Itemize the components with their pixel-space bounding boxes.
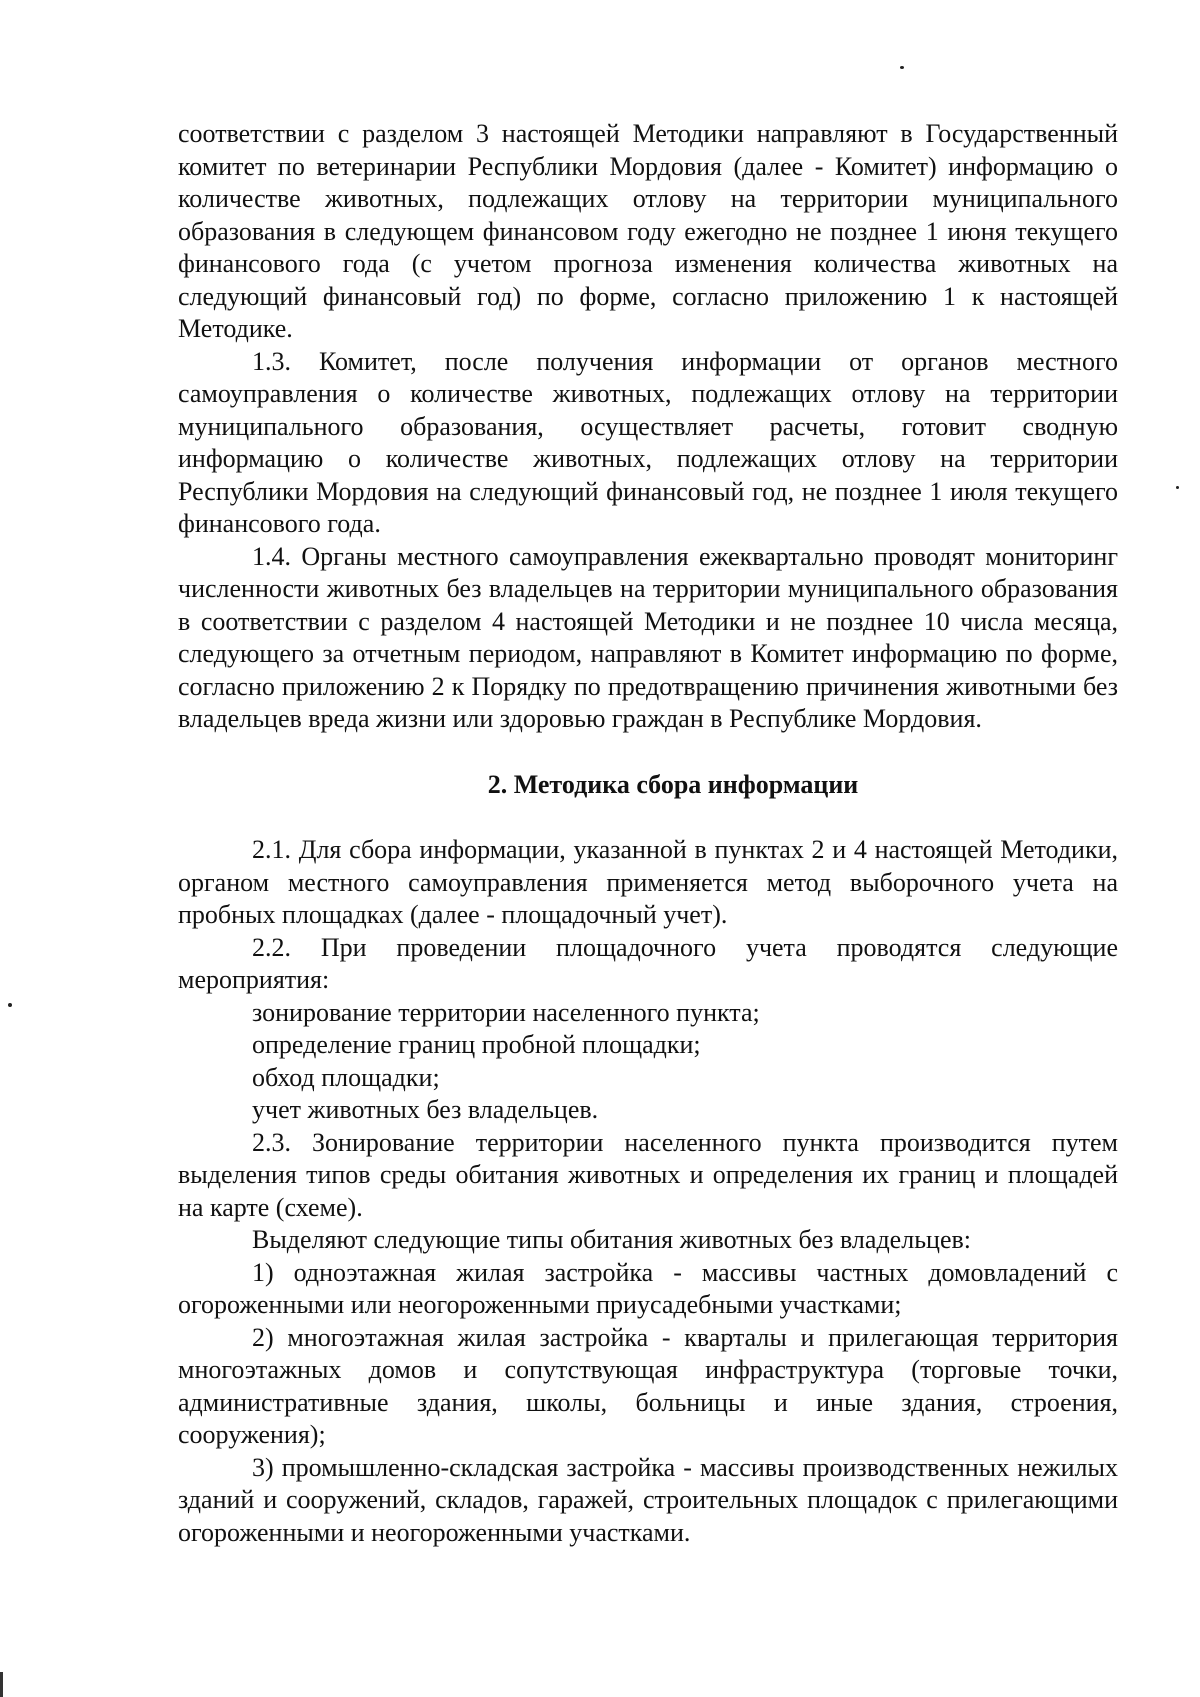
paragraph-1-4: 1.4. Органы местного самоуправления ежеквартально проводят мониторинг численности животных без владельцев на территории муниципального образования в соответствии с разделом 4 настоящей Методики и не позднее 10 числа месяца, следующего за отчетным периодом, направляют в Комитет информацию по форме, согласно приложению 2 к Порядку по предотвращению причинения животными без владельцев вреда жизни или здоровью граждан в Республике Мордовия. bbox=[178, 541, 1118, 733]
document-body bbox=[178, 118, 1118, 1549]
scan-speck bbox=[1176, 486, 1179, 489]
paragraph-continuation: соответствии с разделом 3 настоящей Методики направляют в Государственный комитет по ветеринарии Республики Мордовия (далее - Комитет) информацию о количестве животных, подлежащих отлову на территории муниципального образования в следующем финансовом году ежегодно не позднее 1 июня текущего финансового года (с учетом прогноза изменения количества животных на следующий финансовый год) по форме, согласно приложению 1 к настоящей Методике. bbox=[178, 119, 1118, 343]
paragraph-habitat-types: Выделяют следующие типы обитания животных без владельцев: bbox=[252, 1225, 971, 1254]
spacer bbox=[178, 736, 1118, 769]
habitat-type-3: 3) промышленно-складская застройка - массивы производственных нежилых зданий и сооружений, складов, гаражей, строительных площадок с прилегающими огороженными и неогороженными участками. bbox=[178, 1452, 1118, 1547]
paragraph-1-3: 1.3. Комитет, после получения информации от органов местного самоуправления о количестве животных, подлежащих отлову на территории муниципального образования, осуществляет расчеты, готовит сводную информацию о количестве животных, подлежащих отлову на территории Республики Мордовия на следующий финансовый год, не позднее 1 июля текущего финансового года. bbox=[178, 346, 1118, 538]
scan-speck bbox=[8, 1003, 12, 1007]
habitat-type-2: 2) многоэтажная жилая застройка - кварталы и прилегающая территория многоэтажных домов и сопутствующая инфраструктура (торговые точки, административные здания, школы, больницы и иные здания, строения, сооружения); bbox=[178, 1322, 1118, 1449]
list-item: зонирование территории населенного пункта; bbox=[252, 997, 760, 1027]
scan-edge-mark bbox=[0, 1672, 3, 1697]
paragraph-2-2: 2.2. При проведении площадочного учета проводятся следующие мероприятия: bbox=[178, 932, 1118, 994]
paragraph-2-3: 2.3. Зонирование территории населенного пункта производится путем выделения типов среды обитания животных и определения их границ и площадей на карте (схеме). bbox=[178, 1127, 1118, 1222]
spacer bbox=[178, 801, 1118, 834]
scan-speck bbox=[900, 66, 904, 69]
list-item: учет животных без владельцев. bbox=[252, 1095, 599, 1124]
paragraph-2-1: 2.1. Для сбора информации, указанной в пунктах 2 и 4 настоящей Методики, органом местного самоуправления применяется метод выборочного учета на пробных площадках (далее - площадочный учет). bbox=[178, 835, 1118, 929]
list-item: определение границ пробной площадки; bbox=[252, 1030, 701, 1059]
habitat-type-1: 1) одноэтажная жилая застройка - массивы частных домовладений с огороженными или неогороженными приусадебными участками; bbox=[178, 1257, 1118, 1319]
list-item: обход площадки; bbox=[252, 1062, 440, 1092]
section-heading: 2. Методика сбора информации bbox=[487, 769, 859, 799]
